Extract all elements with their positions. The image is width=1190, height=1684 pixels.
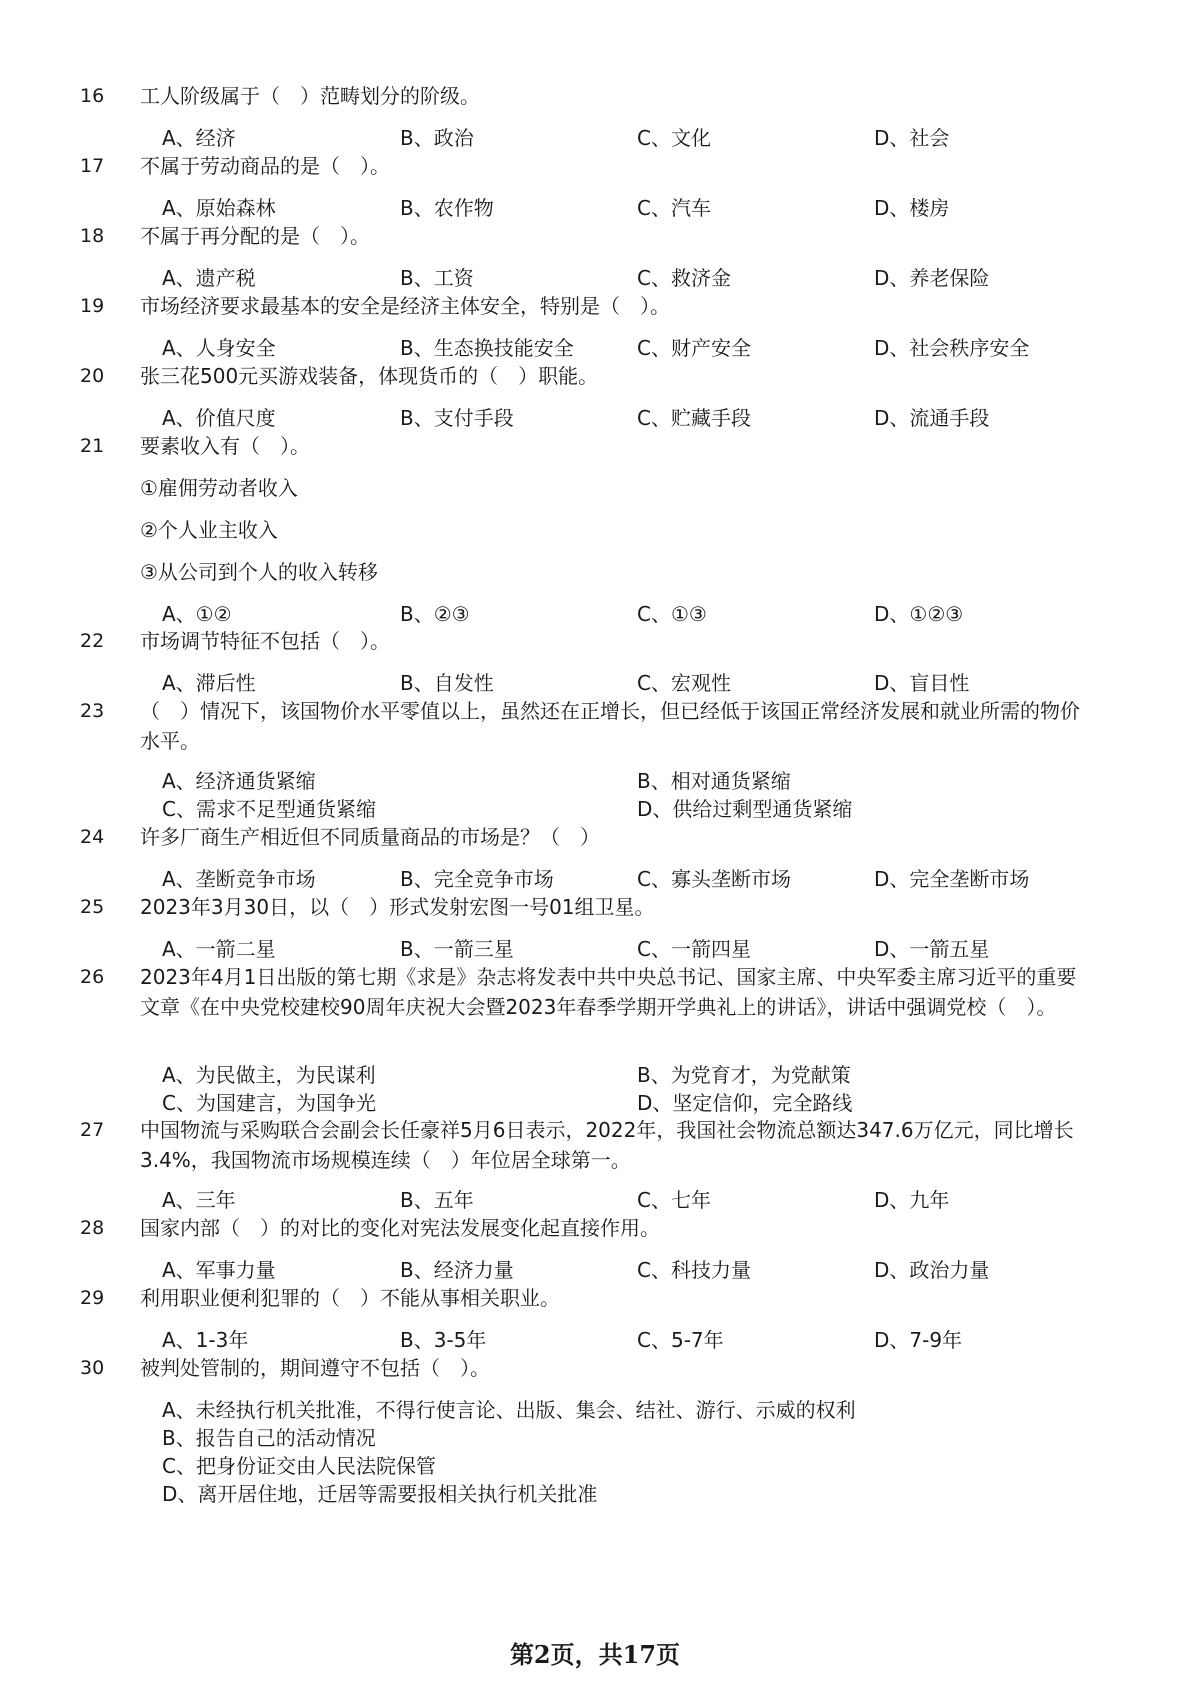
option-d: D、完全垄断市场 xyxy=(874,867,1030,891)
question-number: 17 xyxy=(80,155,105,177)
question-stem: 中国物流与采购联合会副会长任豪祥5月6日表示，2022年，我国社会物流总额达347.6万亿元，同比增长3.4%，我国物流市场规模连续（ ）年位居全球第一。 xyxy=(140,1118,1074,1172)
option-d: D、楼房 xyxy=(874,196,950,220)
option-a: A、未经执行机关批准，不得行使言论、出版、集会、结社、游行、示威的权利 xyxy=(162,1398,856,1422)
option-c: C、七年 xyxy=(637,1188,711,1212)
option-d: D、养老保险 xyxy=(874,266,990,290)
option-c: C、寡头垄断市场 xyxy=(637,867,791,891)
option-b: B、五年 xyxy=(400,1188,474,1212)
option-a: A、一箭二星 xyxy=(162,937,276,961)
question-stem: 不属于劳动商品的是（ ）。 xyxy=(140,154,390,178)
question-stem: 市场调节特征不包括（ ）。 xyxy=(140,629,390,653)
option-b: B、政治 xyxy=(400,126,474,150)
option-c: C、把身份证交由人民法院保管 xyxy=(162,1454,436,1478)
question-stem: 许多厂商生产相近但不同质量商品的市场是？（ ） xyxy=(140,825,600,849)
question-number: 26 xyxy=(80,966,105,988)
option-a: A、军事力量 xyxy=(162,1258,276,1282)
question-number: 18 xyxy=(80,225,105,247)
option-d: D、离开居住地，迁居等需要报相关执行机关批准 xyxy=(162,1482,598,1506)
option-c: C、5-7年 xyxy=(637,1328,724,1352)
option-b: B、生态换技能安全 xyxy=(400,336,574,360)
option-b: B、自发性 xyxy=(400,671,494,695)
question-number: 22 xyxy=(80,630,105,652)
question-number: 28 xyxy=(80,1217,105,1239)
question-number: 16 xyxy=(80,85,105,107)
option-a: A、价值尺度 xyxy=(162,406,276,430)
option-d: D、一箭五星 xyxy=(874,937,990,961)
question-stem: 要素收入有（ ）。 xyxy=(140,434,310,458)
option-b: B、一箭三星 xyxy=(400,937,514,961)
question-stem: 国家内部（ ）的对比的变化对宪法发展变化起直接作用。 xyxy=(140,1216,660,1240)
option-d: D、政治力量 xyxy=(874,1258,990,1282)
option-c: C、贮藏手段 xyxy=(637,406,751,430)
option-b: B、农作物 xyxy=(400,196,494,220)
option-c: C、一箭四星 xyxy=(637,937,751,961)
option-b: B、完全竞争市场 xyxy=(400,867,554,891)
option-b: B、工资 xyxy=(400,266,474,290)
sub-statement-3: ③从公司到个人的收入转移 xyxy=(140,560,378,584)
question-number: 25 xyxy=(80,896,105,918)
sub-statement-2: ②个人业主收入 xyxy=(140,518,278,542)
option-a: A、垄断竞争市场 xyxy=(162,867,316,891)
option-c: C、汽车 xyxy=(637,196,711,220)
option-b: B、经济力量 xyxy=(400,1258,514,1282)
option-d: D、社会 xyxy=(874,126,950,150)
question-stem: 2023年3月30日，以（ ）形式发射宏图一号01组卫星。 xyxy=(140,895,655,919)
option-d: D、7-9年 xyxy=(874,1328,963,1352)
question-number: 29 xyxy=(80,1287,105,1309)
question-stem: 不属于再分配的是（ ）。 xyxy=(140,224,370,248)
question-number: 30 xyxy=(80,1357,105,1379)
question-number: 20 xyxy=(80,365,105,387)
option-a: A、①② xyxy=(162,602,232,626)
sub-statement-1: ①雇佣劳动者收入 xyxy=(140,476,298,500)
question-stem: 市场经济要求最基本的安全是经济主体安全，特别是（ ）。 xyxy=(140,294,670,318)
question-stem: 工人阶级属于（ ）范畴划分的阶级。 xyxy=(140,84,480,108)
option-b: B、支付手段 xyxy=(400,406,514,430)
option-c: C、科技力量 xyxy=(637,1258,751,1282)
page-footer: 第2页，共17页 xyxy=(509,1640,681,1669)
option-c: C、为国建言，为国争光 xyxy=(162,1091,376,1115)
question-number: 19 xyxy=(80,295,105,317)
option-c: C、宏观性 xyxy=(637,671,731,695)
option-b: B、相对通货紧缩 xyxy=(637,769,791,793)
option-b: B、3-5年 xyxy=(400,1328,487,1352)
option-a: A、遗产税 xyxy=(162,266,256,290)
option-d: D、九年 xyxy=(874,1188,950,1212)
question-number: 21 xyxy=(80,435,105,457)
option-a: A、原始森林 xyxy=(162,196,276,220)
option-b: B、②③ xyxy=(400,602,470,626)
option-c: C、需求不足型通货紧缩 xyxy=(162,797,376,821)
option-a: A、人身安全 xyxy=(162,336,276,360)
question-number: 23 xyxy=(80,700,105,722)
option-c: C、①③ xyxy=(637,602,707,626)
question-number: 27 xyxy=(80,1119,105,1141)
option-d: D、盲目性 xyxy=(874,671,970,695)
option-c: C、财产安全 xyxy=(637,336,751,360)
option-b: B、为党育才，为党献策 xyxy=(637,1063,851,1087)
option-a: A、经济通货紧缩 xyxy=(162,769,316,793)
question-stem: 2023年4月1日出版的第七期《求是》杂志将发表中共中央总书记、国家主席、中央军委主席习近平的重要文章《在中央党校建校90周年庆祝大会暨2023年春季学期开学典礼上的讲话》，讲话中强调党校（ ）。 xyxy=(140,965,1077,1019)
question-stem: 被判处管制的，期间遵守不包括（ ）。 xyxy=(140,1356,490,1380)
question-stem: （ ）情况下，该国物价水平零值以上，虽然还在正增长，但已经低于该国正常经济发展和就业所需的物价水平。 xyxy=(140,699,1080,753)
question-number: 24 xyxy=(80,826,105,848)
option-d: D、①②③ xyxy=(874,602,964,626)
option-d: D、流通手段 xyxy=(874,406,990,430)
question-stem: 利用职业便利犯罪的（ ）不能从事相关职业。 xyxy=(140,1286,560,1310)
option-d: D、坚定信仰，完全路线 xyxy=(637,1091,853,1115)
option-a: A、经济 xyxy=(162,126,236,150)
option-a: A、滞后性 xyxy=(162,671,256,695)
option-c: C、救济金 xyxy=(637,266,731,290)
option-a: A、1-3年 xyxy=(162,1328,249,1352)
option-c: C、文化 xyxy=(637,126,711,150)
option-b: B、报告自己的活动情况 xyxy=(162,1426,376,1450)
option-d: D、社会秩序安全 xyxy=(874,336,1030,360)
option-a: A、三年 xyxy=(162,1188,236,1212)
option-d: D、供给过剩型通货紧缩 xyxy=(637,797,853,821)
question-stem: 张三花500元买游戏装备，体现货币的（ ）职能。 xyxy=(140,364,599,388)
option-a: A、为民做主，为民谋利 xyxy=(162,1063,376,1087)
